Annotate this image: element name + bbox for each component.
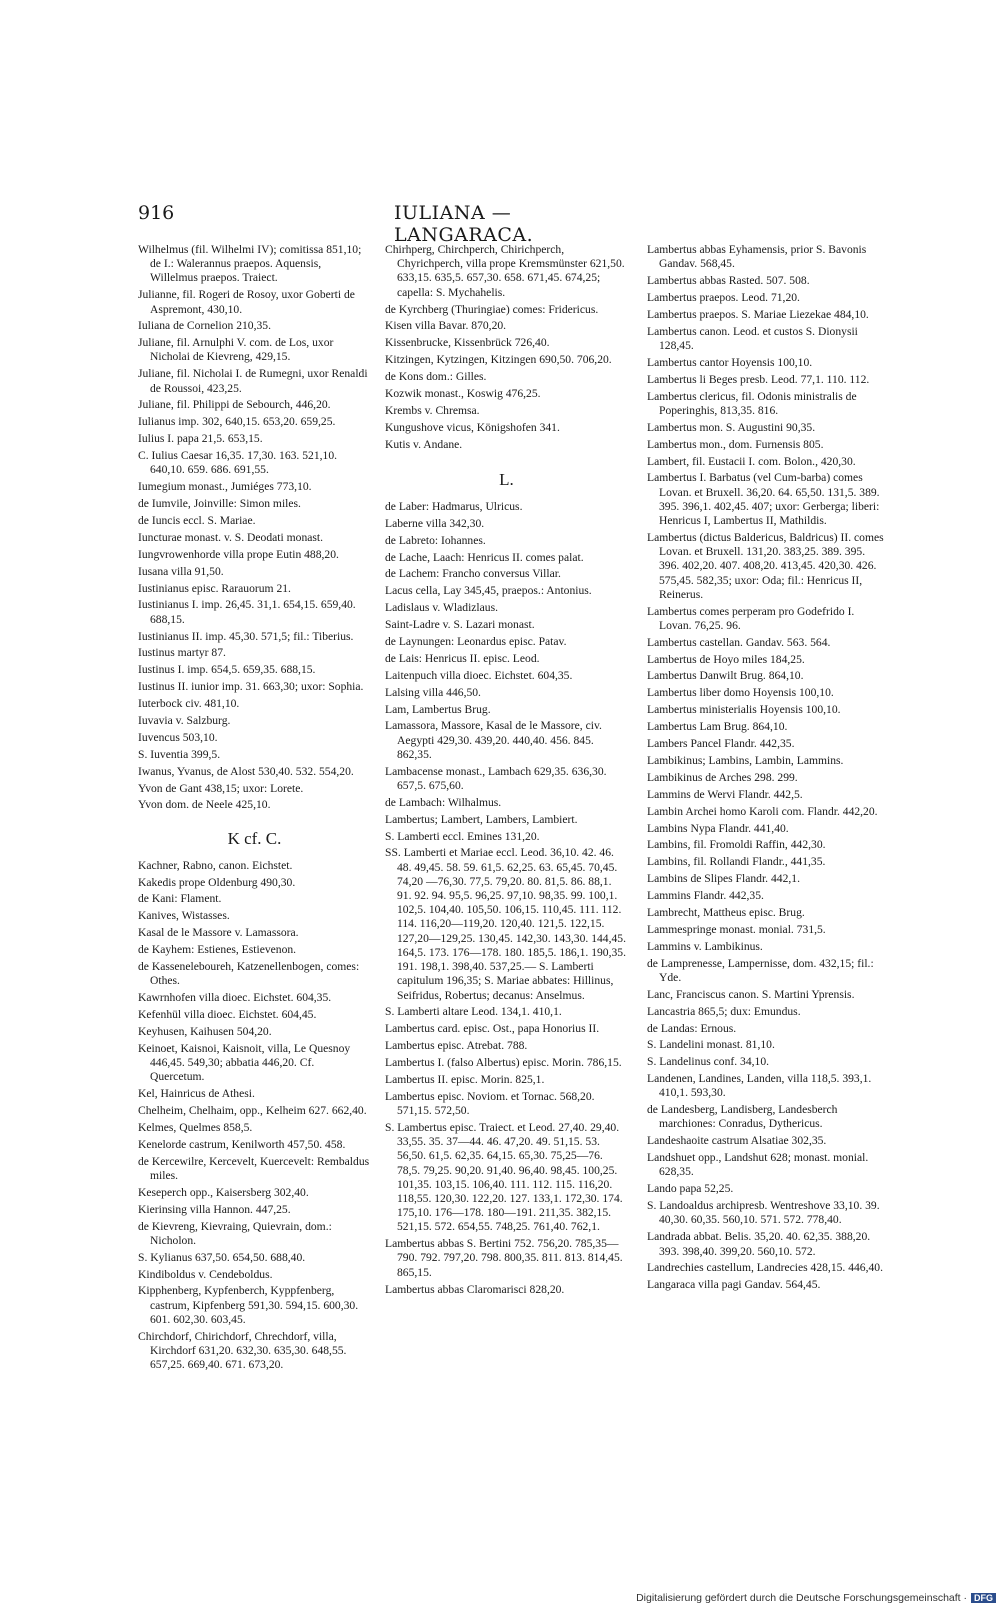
index-entry: Chirchdorf, Chirichdorf, Chrechdorf, villa, Kirchdorf 631,20. 632,30. 635,30. 648,55. 657,25. 669,40. 671. 673,20. [138, 1329, 347, 1372]
index-entry: S. Kylianus 637,50. 654,50. 688,40. [138, 1250, 306, 1264]
index-entry: Kutis v. Andane. [385, 437, 463, 451]
index-entry: Lambertus (dictus Baldericus, Baldricus) II. comes Lovan. et Bruxell. 131,20. 383,25. 389. 395. 396. 402,20. 407. 408,20. 413,45. 420,30. 426. 575,45. 582,35; uxor: Oda; fil.: Henricus II, Reinerus. [647, 530, 884, 601]
index-entry: de Laber: Hadmarus, Ulricus. [385, 499, 523, 513]
index-entry: de Labreto: Iohannes. [385, 533, 486, 547]
index-entry: de Kons dom.: Gilles. [385, 370, 487, 384]
index-entry: Lambertus liber domo Hoyensis 100,10. [647, 686, 834, 700]
index-entry: Lambertus abbas Rasted. 507. 508. [647, 274, 810, 288]
index-entry: Iustinianus I. imp. 26,45. 31,1. 654,15. 659,40. 688,15. [138, 598, 356, 626]
index-entry: Kakedis prope Oldenburg 490,30. [138, 875, 296, 889]
index-entry: Kindiboldus v. Cendeboldus. [138, 1267, 273, 1281]
index-entry: S. Landelini monast. 81,10. [647, 1038, 775, 1052]
index-entry: Juliane, fil. Nicholai I. de Rumegni, uxor Renaldi de Roussoi, 423,25. [138, 367, 368, 395]
index-entry: Lambertus comes perperam pro Godefrido I. Lovan. 76,25. 96. [647, 604, 855, 632]
index-entry: Lambacense monast., Lambach 629,35. 636,30. 657,5. 675,60. [385, 764, 607, 792]
index-entry: Yvon de Gant 438,15; uxor: Lorete. [138, 781, 304, 795]
index-entry: Laitenpuch villa dioec. Eichstet. 604,35. [385, 668, 573, 682]
index-entry: Lambins Nypa Flandr. 441,40. [647, 821, 789, 835]
index-entry: Iusana villa 91,50. [138, 564, 224, 578]
index-entry: Iuliana de Cornelion 210,35. [138, 319, 271, 333]
page-header [138, 202, 632, 246]
index-entry: Lambertus Danwilt Brug. 864,10. [647, 669, 804, 683]
index-entry: Lammins v. Lambikinus. [647, 939, 763, 953]
index-entry: Lammins de Wervi Flandr. 442,5. [647, 787, 803, 801]
index-entry: de Lais: Henricus II. episc. Leod. [385, 651, 540, 665]
index-entry: Kungushove vicus, Königshofen 341. [385, 420, 560, 434]
index-entry: Iustinus I. imp. 654,5. 659,35. 688,15. [138, 663, 316, 677]
index-entry: de Lache, Laach: Henricus II. comes palat. [385, 550, 584, 564]
index-entry: Landeshaoite castrum Alsatiae 302,35. [647, 1134, 827, 1148]
index-entry: Lambikinus de Arches 298. 299. [647, 770, 798, 784]
index-entry: Lando papa 52,25. [647, 1182, 734, 1196]
index-entry: Lambins, fil. Rollandi Flandr., 441,35. [647, 855, 826, 869]
index-entry: Lanc, Franciscus canon. S. Martini Yprensis. [647, 987, 855, 1001]
index-entry: Iulius I. papa 21,5. 653,15. [138, 432, 263, 446]
column-3 [647, 243, 887, 1295]
index-entry: de Lamprenesse, Lampernisse, dom. 432,15; fil.: Yde. [647, 956, 874, 984]
index-entry: Lambin Archei homo Karoli com. Flandr. 442,20. [647, 804, 878, 818]
index-entry: Landshuet opp., Landshut 628; monast. monial. 628,35. [647, 1151, 869, 1179]
index-entry: de Lambach: Wilhalmus. [385, 795, 502, 809]
index-entry: Kierinsing villa Hannon. 447,25. [138, 1202, 291, 1216]
index-entry: Chelheim, Chelhaim, opp., Kelheim 627. 662,40. [138, 1103, 367, 1117]
index-entry: Lambertus de Hoyo miles 184,25. [647, 652, 805, 666]
index-entry: Lambertus clericus, fil. Odonis ministralis de Poperinghis, 813,35. 816. [647, 389, 857, 417]
index-entry: Kelmes, Quelmes 858,5. [138, 1120, 253, 1134]
index-entry: de Kievreng, Kievraing, Quievrain, dom.: Nicholon. [138, 1219, 332, 1247]
dfg-logo: DFG [971, 1593, 996, 1603]
index-entry: Lambers Pancel Flandr. 442,35. [647, 737, 795, 751]
index-entry: S. Lamberti eccl. Emines 131,20. [385, 829, 540, 843]
index-entry: Chirhperg, Chirchperch, Chirichperch, Chyrichperch, villa prope Kremsmünster 621,50. 633,15. 635,5. 657,30. 658. 671,45. 674,25; capella: S. Mychahelis. [385, 243, 625, 299]
index-entry: de Laynungen: Leonardus episc. Patav. [385, 634, 567, 648]
index-entry: Lambertus cantor Hoyensis 100,10. [647, 355, 813, 369]
index-entry: Yvon dom. de Neele 425,10. [138, 798, 271, 812]
index-entry: de Kyrchberg (Thuringiae) comes: Fridericus. [385, 302, 599, 316]
index-entry: Kissenbrucke, Kissenbrück 726,40. [385, 336, 550, 350]
index-entry: S. Iuventia 399,5. [138, 747, 221, 761]
index-entry: Iulianus imp. 302, 640,15. 653,20. 659,25. [138, 415, 336, 429]
index-entry: Lambertus I. (falso Albertus) episc. Morin. 786,15. [385, 1056, 622, 1070]
index-entry: S. Landoaldus archipresb. Wentreshove 33,10. 39. 40,30. 60,35. 560,10. 571. 572. 778,40. [647, 1199, 880, 1227]
running-head: IULIANA — LANGARACA. [394, 202, 534, 246]
index-entry: Lambertus ministerialis Hoyensis 100,10. [647, 703, 841, 717]
index-entry: Lam, Lambertus Brug. [385, 702, 491, 716]
index-entry: Lambertus mon. S. Augustini 90,35. [647, 420, 816, 434]
index-entry: Landenen, Landines, Landen, villa 118,5. 393,1. 410,1. 593,30. [647, 1072, 872, 1100]
index-entry: Landrada abbat. Belis. 35,20. 40. 62,35. 388,20. 393. 398,40. 399,20. 560,10. 572. [647, 1230, 871, 1258]
index-entry: de Landas: Ernous. [647, 1021, 737, 1035]
index-entry: Lambertus praepos. Leod. 71,20. [647, 290, 800, 304]
index-entry: Keinoet, Kaisnoi, Kaisnoit, villa, Le Quesnoy 446,45. 549,30; abbatia 446,20. Cf. Quercetum. [138, 1041, 351, 1084]
index-entry: Kipphenberg, Kypfenberch, Kyppfenberg, castrum, Kipfenberg 591,30. 594,15. 600,30. 601. 602,30. 603,45. [138, 1284, 359, 1326]
footer-credit [600, 1592, 996, 1604]
index-entry: Saint-Ladre v. S. Lazari monast. [385, 618, 535, 632]
index-entry: S. Lambertus episc. Traiect. et Leod. 27,40. 29,40. 33,55. 35. 37—44. 46. 47,20. 49. 51,15. 53. 56,50. 61,5. 62,35. 64,15. 65,30. 75,25—76. 78,5. 79,25. 90,20. 91,40. 96,40. 98,45. 100,25. 101,35. 103,15. 106,40. 111. 112. 115. 116,20. 118,55. 120,30. 122,20. 127. 133,1. 172,30. 174. 175,10. 176—178. 180—191. 211,35. 382,15. 521,15. 572. 654,55. 748,25. 761,40. 762,1. [385, 1120, 623, 1234]
index-entry: Kefenhül villa dioec. Eichstet. 604,45. [138, 1008, 317, 1021]
index-entry: Julianne, fil. Rogeri de Rosoy, uxor Goberti de Aspremont, 430,10. [138, 288, 355, 316]
index-entry: Lammespringe monast. monial. 731,5. [647, 922, 826, 936]
index-entry: Lambertus castellan. Gandav. 563. 564. [647, 635, 831, 649]
index-entry: Kanives, Wistasses. [138, 909, 230, 923]
index-entry: Iustinus martyr 87. [138, 646, 226, 660]
index-entry: Lambert, fil. Eustacii I. com. Bolon., 420,30. [647, 454, 856, 468]
index-entry: Iustinianus episc. Rarauorum 21. [138, 581, 291, 595]
index-entry: Ladislaus v. Wladizlaus. [385, 601, 499, 615]
index-entry: Lambertus praepos. S. Mariae Liezekae 484,10. [647, 307, 869, 321]
index-entry: Juliane, fil. Arnulphi V. com. de Los, uxor Nicholai de Kievreng, 429,15. [138, 336, 334, 364]
index-entry: Kisen villa Bavar. 870,20. [385, 319, 507, 333]
index-entry: Lammins Flandr. 442,35. [647, 889, 764, 903]
index-entry: de Kercewilre, Kercevelt, Kuercevelt: Rembaldus miles. [138, 1154, 370, 1182]
index-entry: de Kasseneleboureh, Katzenellenbogen, comes: Othes. [138, 960, 360, 988]
index-entry: Lambertus I. Barbatus (vel Cum-barba) comes Lovan. et Bruxell. 36,20. 64. 65,50. 131,5. 389. 395. 396,1. 402,45. 407; uxor: Gerberga; liberi: Henricus I, Lambertus II, Mathildis. [647, 471, 880, 528]
column-1 [138, 243, 371, 1375]
index-entry: Kitzingen, Kytzingen, Kitzingen 690,50. 706,20. [385, 353, 612, 367]
column-2-part-2 [385, 500, 628, 1297]
index-entry: Lambertus Lam Brug. 864,10. [647, 720, 788, 734]
index-entry: Lambertus li Beges presb. Leod. 77,1. 110. 112. [647, 372, 870, 386]
index-entry: Iuncturae monast. v. S. Deodati monast. [138, 530, 324, 544]
index-entry: Juliane, fil. Philippi de Sebourch, 446,20. [138, 398, 331, 412]
page-number: 916 [138, 202, 175, 224]
index-entry: Iustinus II. iunior imp. 31. 663,30; uxor: Sophia. [138, 680, 364, 694]
index-entry: Lacus cella, Lay 345,45, praepos.: Antonius. [385, 584, 592, 598]
index-entry: Lambertus episc. Atrebat. 788. [385, 1039, 528, 1053]
index-entry: Kachner, Rabno, canon. Eichstet. [138, 858, 293, 872]
index-entry: Lambins, fil. Fromoldi Raffin, 442,30. [647, 838, 826, 852]
index-entry: Lambertus; Lambert, Lambers, Lambiert. [385, 812, 578, 826]
column-3-part-1 [647, 243, 887, 1293]
index-entry: Kawrnhofen villa dioec. Eichstet. 604,35. [138, 991, 332, 1005]
index-entry: Lambertus mon., dom. Furnensis 805. [647, 437, 824, 451]
index-entry: Kasal de le Massore v. Lamassora. [138, 926, 299, 940]
index-entry: Krembs v. Chremsa. [385, 403, 480, 417]
index-entry: Langaraca villa pagi Gandav. 564,45. [647, 1278, 821, 1292]
index-entry: Iwanus, Yvanus, de Alost 530,40. 532. 554,20. [138, 764, 354, 778]
column-2-part-1 [385, 243, 628, 452]
index-entry: Lambertus abbas S. Bertini 752. 756,20. 785,35—790. 792. 797,20. 798. 800,35. 811. 813. 814,45. 865,15. [385, 1237, 623, 1279]
index-entry: de Lachem: Francho conversus Villar. [385, 567, 561, 581]
index-entry: Iuterbock civ. 481,10. [138, 697, 240, 711]
index-entry: Iuvencus 503,10. [138, 730, 218, 744]
index-entry: C. Iulius Caesar 16,35. 17,30. 163. 521,10. 640,10. 659. 686. 691,55. [138, 449, 338, 477]
section-heading-l: L. [499, 469, 514, 489]
index-entry: de Kani: Flament. [138, 892, 222, 906]
index-entry: Lambikinus; Lambins, Lambin, Lammins. [647, 753, 844, 767]
footer-credit-text: Digitalisierung gefördert durch die Deutsche Forschungsgemeinschaft · [636, 1592, 967, 1604]
index-entry: Kozwik monast., Koswig 476,25. [385, 386, 541, 400]
index-entry: Lambertus abbas Eyhamensis, prior S. Bavonis Gandav. 568,45. [647, 243, 867, 271]
index-entry: SS. Lamberti et Mariae eccl. Leod. 36,10. 42. 46. 48. 49,45. 58. 59. 61,5. 62,25. 63. 65,45. 70,45. 74,20 —76,30. 77,5. 79,20. 80. 81,5. 86. 88,1. 91. 92. 94. 95,5. 96,25. 97,10. 98,35. 99. 100,1. 102,5. 104,40. 105,50. 106,15. 110,45. 111. 112. 114. 116,20—119,20. 120,40. 121,5. 122,15. 127,20—129,25. 130,45. 142,30. 143,30. 144,45. 164,5. 173. 176—178. 180. 185,5. 186,1. 190,35. 191. 198,1. 398,40. 537,25.— S. Lamberti capitulum 196,35; S. Mariae abbates: Hillinus, Seifridus, Robertus; decanus: Anselmus. [385, 846, 626, 1002]
index-entry: Lalsing villa 446,50. [385, 685, 481, 699]
column-1-part-1 [138, 243, 371, 813]
index-entry: Landrechies castellum, Landrecies 428,15. 446,40. [647, 1261, 883, 1275]
index-entry: S. Lamberti altare Leod. 134,1. 410,1. [385, 1005, 562, 1019]
index-entry: Lambertus episc. Noviom. et Tornac. 568,20. 571,15. 572,50. [385, 1089, 595, 1118]
index-entry: de Kayhem: Estienes, Estievenon. [138, 943, 297, 957]
index-entry: Lambins de Slipes Flandr. 442,1. [647, 872, 800, 886]
index-entry: Keyhusen, Kaihusen 504,20. [138, 1024, 272, 1038]
index-entry: Iustinianus II. imp. 45,30. 571,5; fil.: Tiberius. [138, 629, 354, 643]
column-2 [385, 243, 628, 1299]
index-entry: Kel, Hainricus de Athesi. [138, 1087, 255, 1101]
index-entry: de Iumvile, Joinville: Simon miles. [138, 497, 301, 511]
index-entry: Laberne villa 342,30. [385, 516, 485, 530]
index-entry: Kenelorde castrum, Kenilworth 457,50. 458. [138, 1137, 346, 1151]
index-entry: Iungvrowenhorde villa prope Eutin 488,20. [138, 547, 339, 561]
index-entry: Keseperch opp., Kaisersberg 302,40. [138, 1185, 309, 1199]
index-entry: Lambrecht, Mattheus episc. Brug. [647, 905, 805, 919]
index-entry: Lambertus II. episc. Morin. 825,1. [385, 1072, 545, 1086]
index-entry: Lambertus card. episc. Ost., papa Honorius II. [385, 1022, 600, 1036]
index-entry: Lambertus abbas Claromarisci 828,20. [385, 1282, 565, 1296]
index-entry: Iumegium monast., Jumiéges 773,10. [138, 480, 312, 494]
column-1-part-2 [138, 859, 371, 1373]
index-entry: Iuvavia v. Salzburg. [138, 714, 231, 728]
index-entry: de Iuncis eccl. S. Mariae. [138, 514, 256, 528]
index-entry: Lambertus canon. Leod. et custos S. Dionysii 128,45. [647, 324, 858, 352]
index-entry: S. Landelinus conf. 34,10. [647, 1055, 770, 1069]
index-entry: Lancastria 865,5; dux: Emundus. [647, 1004, 801, 1018]
index-entry: Wilhelmus (fil. Wilhelmi IV); comitissa 851,10; de I.: Walerannus praepos. Aquensis, Willelmus praepos. Traiect. [138, 243, 362, 285]
section-heading-k: K cf. C. [227, 828, 282, 848]
index-entry: Lamassora, Massore, Kasal de le Massore, civ. Aegypti 429,30. 439,20. 440,40. 456. 845. 862,35. [385, 719, 602, 761]
index-entry: de Landesberg, Landisberg, Landesberch marchiones: Conradus, Dythericus. [647, 1103, 838, 1131]
